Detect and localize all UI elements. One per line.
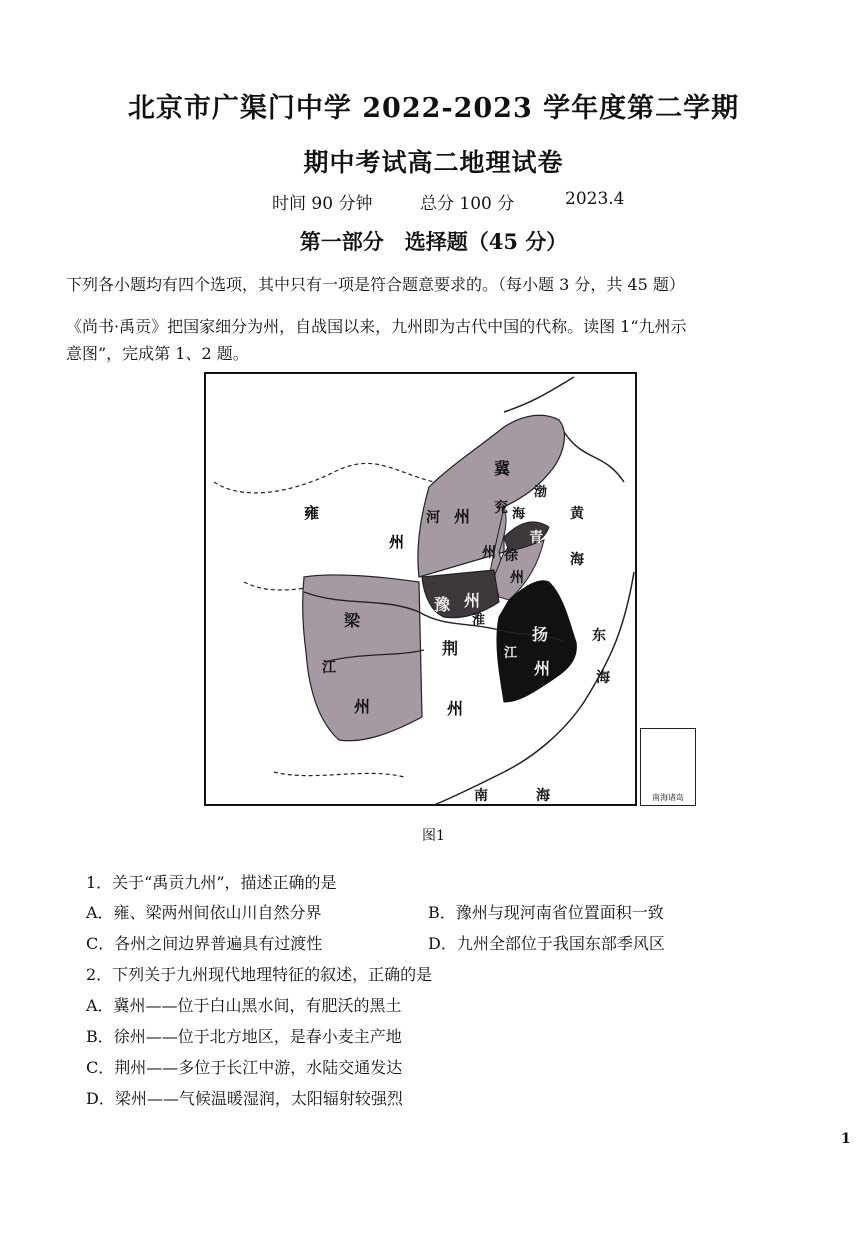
question-2-option-a: A．冀州——位于白山黑水间，有肥沃的黑土 <box>86 996 402 1015</box>
question-1-option-c: C．各州之间边界普遍具有过渡性 <box>86 934 323 953</box>
question-2-option-c: C．荆州——多位于长江中游，水陆交通发达 <box>86 1058 403 1077</box>
exam-subtitle: 期中考试高二地理试卷 <box>303 148 564 177</box>
label-ji-1: 冀 <box>494 459 511 478</box>
label-yu-1: 豫 <box>434 595 451 614</box>
label-yang-2: 州 <box>534 659 551 678</box>
label-nan-1: 南 <box>474 788 488 804</box>
nine-provinces-map <box>204 372 684 806</box>
exam-time: 时间 90 分钟 <box>272 194 373 214</box>
label-yan-2: 州 <box>482 545 496 561</box>
question-1-stem: 1．关于“禹贡九州”，描述正确的是 <box>86 873 337 892</box>
label-liang-2: 州 <box>354 697 371 716</box>
section-title: 第一部分 选择题（45 分） <box>299 229 568 254</box>
section-instruction: 下列各小题均有四个选项，其中只有一项是符合题意要求的。（每小题 3 分，共 45 题） <box>66 275 685 294</box>
exam-score: 总分 100 分 <box>420 194 515 214</box>
label-dong-1: 东 <box>592 628 606 644</box>
label-liang-1: 梁 <box>344 611 361 630</box>
label-ji-2: 州 <box>454 507 471 526</box>
question-1-option-b: B．豫州与现河南省位置面积一致 <box>428 903 664 922</box>
figure-caption: 图1 <box>422 828 445 844</box>
label-xu-1: 徐 <box>504 548 518 564</box>
label-dong-2: 海 <box>596 670 610 686</box>
label-jing-1: 荆 <box>442 639 459 658</box>
intro-line-1: 《尚书·禹贡》把国家细分为州，自战国以来，九州即为古代中国的代称。读图 1“九州示 <box>66 317 687 336</box>
label-bo-2: 海 <box>512 507 526 522</box>
exam-date: 2023.4 <box>565 189 625 209</box>
label-jing-2: 州 <box>447 699 464 718</box>
inset-map <box>640 728 696 806</box>
label-bo-1: 渤 <box>534 485 548 500</box>
label-yong-2: 州 <box>389 533 405 551</box>
label-xu-2: 州 <box>510 570 524 586</box>
label-yong-1: 雍 <box>304 504 320 522</box>
label-jiang-west: 江 <box>322 660 336 676</box>
question-2-option-d: D．梁州——气候温暖湿润，太阳辐射较强烈 <box>86 1089 403 1108</box>
label-yu-2: 州 <box>464 591 481 610</box>
label-huai: 淮 <box>472 613 486 628</box>
label-qing: 青 <box>529 530 543 546</box>
question-2-stem: 2．下列关于九州现代地理特征的叙述，正确的是 <box>86 965 433 984</box>
label-yang-1: 扬 <box>532 625 549 644</box>
page-number: 1 <box>841 1131 851 1147</box>
question-1-option-a: A．雍、梁两州间依山川自然分界 <box>86 903 322 922</box>
label-he: 河 <box>426 510 440 526</box>
inset-label: 南海诸岛 <box>652 793 684 802</box>
label-huang-2: 海 <box>570 552 584 568</box>
label-yan-1: 兖 <box>494 500 508 516</box>
label-nan-2: 海 <box>536 788 550 804</box>
label-jiang-east: 江 <box>504 646 518 661</box>
question-1-option-d: D．九州全部位于我国东部季风区 <box>428 934 665 953</box>
exam-title: 北京市广渠门中学 2022-2023 学年度第二学期 <box>127 93 740 124</box>
intro-line-2: 意图”，完成第 1、2 题。 <box>66 344 249 363</box>
question-2-option-b: B．徐州——位于北方地区，是春小麦主产地 <box>86 1027 402 1046</box>
label-huang-1: 黄 <box>570 506 584 522</box>
